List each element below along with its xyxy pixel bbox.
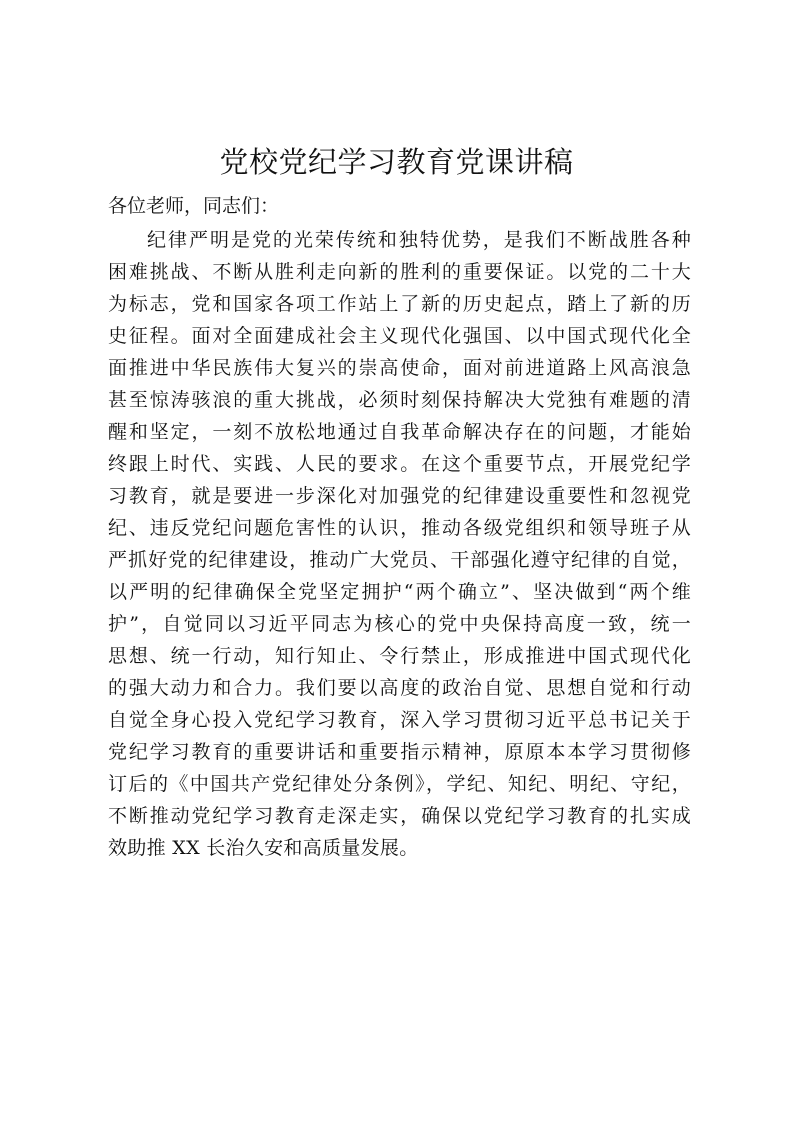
paragraph-line: 面推进中华民族伟大复兴的崇高使命，面对前进道路上风高浪急 [108,357,691,379]
paragraph-line: 以严明的纪律确保全党坚定拥护“两个确立”、坚决做到“两个维 [108,581,691,603]
paragraph-line: 纪、违反党纪问题危害性的认识，推动各级党组织和领导班子从 [108,517,691,539]
paragraph-line: 效助推 XX 长治久安和高质量发展。 [108,837,419,859]
paragraph-line: 为标志，党和国家各项工作站上了新的历史起点，踏上了新的历 [108,293,691,315]
paragraph-line: 思想、统一行动，知行知止、令行禁止，形成推进中国式现代化 [108,645,691,667]
salutation: 各位老师，同志们： [108,195,280,217]
paragraph-line: 习教育，就是要进一步深化对加强党的纪律建设重要性和忽视党 [108,485,691,507]
paragraph-line: 订后的《中国共产党纪律处分条例》，学纪、知纪、明纪、守纪， [108,773,691,795]
paragraph-line: 护”，自觉同以习近平同志为核心的党中央保持高度一致，统一 [108,613,691,635]
paragraph-line: 严抓好党的纪律建设，推动广大党员、干部强化遵守纪律的自觉， [108,549,691,571]
paragraph-line: 纪律严明是党的光荣传统和独特优势，是我们不断战胜各种 [147,229,691,251]
paragraph-line: 困难挑战、不断从胜利走向新的胜利的重要保证。以党的二十大 [108,261,691,283]
paragraph-line: 甚至惊涛骇浪的重大挑战，必须时刻保持解决大党独有难题的清 [108,389,691,411]
paragraph-line: 自觉全身心投入党纪学习教育，深入学习贯彻习近平总书记关于 [108,709,691,731]
document-title: 党校党纪学习教育党课讲稿 [219,145,574,179]
paragraph-line: 醒和坚定，一刻不放松地通过自我革命解决存在的问题，才能始 [108,421,691,443]
paragraph-line: 的强大动力和合力。我们要以高度的政治自觉、思想自觉和行动 [108,677,691,699]
paragraph-line: 党纪学习教育的重要讲话和重要指示精神，原原本本学习贯彻修 [108,741,691,763]
paragraph-line: 史征程。面对全面建成社会主义现代化强国、以中国式现代化全 [108,325,691,347]
paragraph-line: 终跟上时代、实践、人民的要求。在这个重要节点，开展党纪学 [108,453,691,475]
paragraph-line: 不断推动党纪学习教育走深走实，确保以党纪学习教育的扎实成 [108,805,691,827]
